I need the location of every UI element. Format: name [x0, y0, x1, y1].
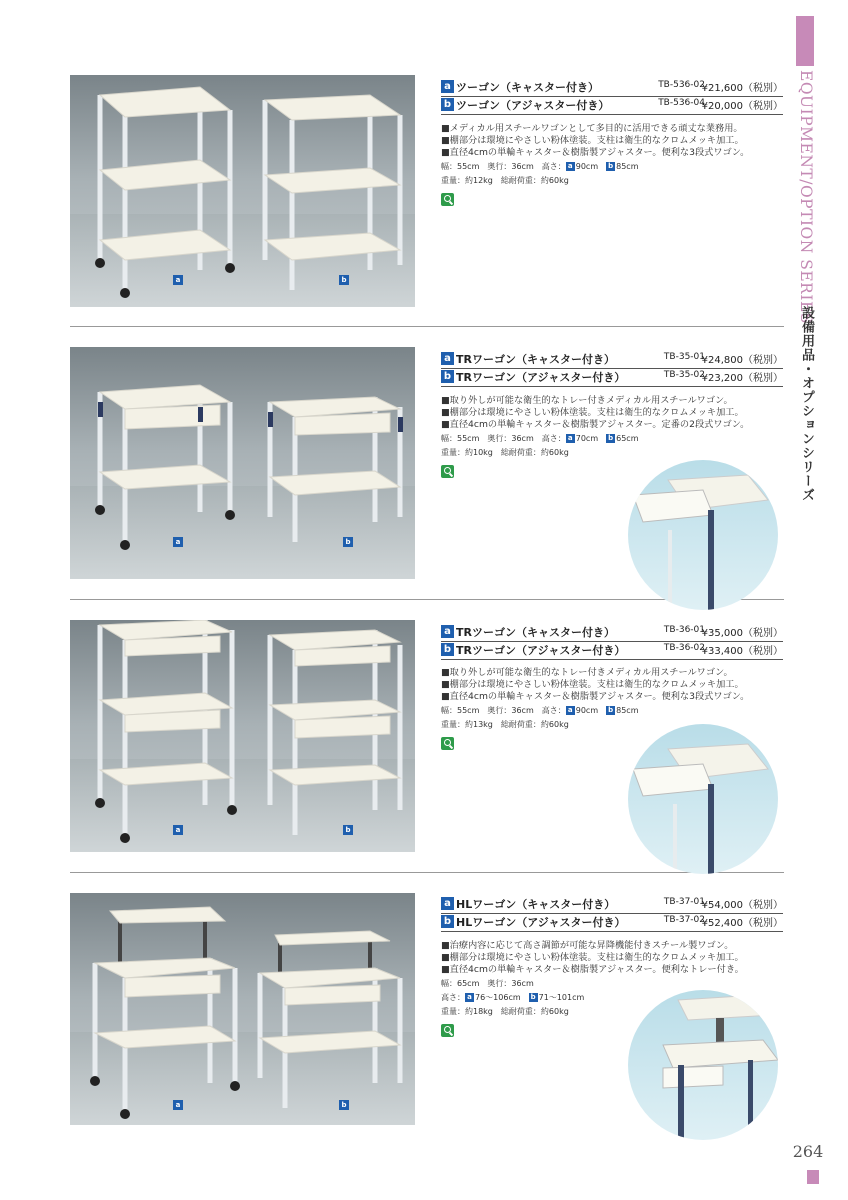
desc-line: ■棚部分は環境にやさしい粉体塗装。支柱は衛生的なクロムメッキ加工。 [441, 679, 744, 690]
product-code: TB-37-02 [663, 915, 705, 925]
spec-weight: 重量：約13kg 総耐荷重：約60kg [441, 720, 569, 729]
product-title-row [441, 624, 783, 642]
product-title-row [441, 642, 783, 660]
product-title-row [441, 97, 783, 115]
spec-dims: 幅：65cm 奥行：36cm [441, 979, 534, 988]
photo-label-a: a [173, 825, 183, 835]
variant-badge: b [441, 643, 454, 656]
variant-badge: b [441, 915, 454, 928]
product-price: ¥54,000（税別） [701, 900, 783, 911]
photo-label-a: a [173, 1100, 183, 1110]
product-title-row [441, 369, 783, 387]
product-name: ツーゴン（キャスター付き） [456, 81, 599, 94]
wagon-illustration [70, 347, 415, 579]
product-title-row [441, 914, 783, 932]
desc-line: ■直径4cmの単輪キャスター＆樹脂製アジャスター。便利なトレー付き。 [441, 964, 744, 975]
wagon-illustration [70, 75, 415, 307]
product-code: TB-37-01 [663, 897, 705, 907]
desc-line: ■棚部分は環境にやさしい粉体塗装。支柱は衛生的なクロムメッキ加工。 [441, 135, 744, 146]
product-title-row [441, 351, 783, 369]
photo-label-a: a [173, 275, 183, 285]
spec-badge-b: b [608, 162, 614, 170]
product-code: TB-35-02 [663, 370, 705, 380]
zoom-icon[interactable] [441, 737, 454, 750]
spec-dims: 幅：55cm 奥行：36cm 高さ： [441, 434, 566, 443]
product-code: TB-35-01 [663, 352, 705, 362]
detail-photo-tray [628, 724, 778, 874]
photo-label-b: b [339, 1100, 349, 1110]
spec-weight: 重量：約10kg 総耐荷重：約60kg [441, 448, 569, 457]
spec-badge-a: a [465, 993, 474, 1002]
side-accent-bar [796, 16, 814, 66]
product-price: ¥23,200（税別） [701, 373, 783, 384]
product-name: TRツーゴン（アジャスター付き） [456, 644, 626, 657]
product-name: HLワーゴン（キャスター付き） [456, 898, 616, 911]
product-photo [70, 75, 415, 307]
zoom-icon[interactable] [441, 465, 454, 478]
product-price: ¥33,400（税別） [701, 646, 783, 657]
product-price: ¥52,400（税別） [701, 918, 783, 929]
spec-badge-a: a [566, 162, 575, 171]
product-code: TB-536-04 [658, 98, 705, 108]
product-price: ¥35,000（税別） [701, 628, 783, 639]
desc-line: ■直径4cmの単輪キャスター＆樹脂製アジャスター。便利な3段式ワゴン。 [441, 691, 750, 702]
desc-line: ■棚部分は環境にやさしい粉体塗装。支柱は衛生的なクロムメッキ加工。 [441, 952, 744, 963]
page-accent-box [807, 1170, 819, 1184]
photo-label-a: a [173, 537, 183, 547]
product-spec [441, 160, 639, 188]
spec-badge-b: b [530, 993, 536, 1001]
spec-badge-a: a [566, 706, 575, 715]
product-name: TRワーゴン（キャスター付き） [456, 353, 615, 366]
product-code: TB-36-02 [663, 643, 705, 653]
page-number: 264 [792, 1142, 824, 1161]
desc-line: ■取り外しが可能な衛生的なトレー付きメディカル用スチールワゴン。 [441, 395, 733, 406]
product-spec [441, 432, 639, 460]
zoom-icon[interactable] [441, 193, 454, 206]
product-description [441, 395, 781, 431]
product-price: ¥24,800（税別） [701, 355, 783, 366]
product-price: ¥21,600（税別） [701, 83, 783, 94]
desc-line: ■治療内容に応じて高さ調節が可能な昇降機能付きスチール製ワゴン。 [441, 940, 734, 951]
lift-detail-illustration [628, 990, 778, 1140]
spec-height-b: 85cm [616, 162, 639, 171]
detail-photo-tray [628, 460, 778, 610]
product-photo [70, 620, 415, 852]
series-title-en: EQUIPMENT/OPTION SERIES [797, 70, 815, 324]
tray-detail-illustration [628, 460, 778, 610]
product-title-row [441, 896, 783, 914]
desc-line: ■取り外しが可能な衛生的なトレー付きメディカル用スチールワゴン。 [441, 667, 733, 678]
desc-line: ■メディカル用スチールワゴンとして多目的に活用できる頑丈な業務用。 [441, 123, 743, 134]
section-divider [70, 872, 784, 873]
wagon-illustration [70, 620, 415, 852]
detail-photo-lift [628, 990, 778, 1140]
series-title-jp: 設備用品・オプションシリーズ [799, 306, 814, 502]
product-title-row [441, 79, 783, 97]
spec-height-a: 76〜106cm [475, 993, 521, 1002]
section-divider [70, 326, 784, 327]
product-name: TRツーゴン（キャスター付き） [456, 626, 615, 639]
photo-label-b: b [343, 825, 353, 835]
spec-height-a: 90cm [575, 162, 599, 171]
spec-badge-b: b [608, 434, 614, 442]
wagon-illustration [70, 893, 415, 1125]
product-name: TRワーゴン（アジャスター付き） [456, 371, 626, 384]
product-description [441, 667, 781, 703]
spec-badge-b: b [608, 706, 614, 714]
spec-badge-a: a [566, 434, 575, 443]
photo-label-b: b [339, 275, 349, 285]
product-photo [70, 893, 415, 1125]
variant-badge: a [441, 897, 454, 910]
product-spec [441, 704, 639, 732]
product-description [441, 940, 781, 976]
spec-weight: 重量：約18kg 総耐荷重：約60kg [441, 1007, 569, 1016]
variant-badge: b [441, 98, 454, 111]
photo-label-b: b [343, 537, 353, 547]
product-name: HLワーゴン（アジャスター付き） [456, 916, 626, 929]
spec-dims: 幅：55cm 奥行：36cm 高さ： [441, 706, 566, 715]
product-code: TB-36-01 [663, 625, 705, 635]
desc-line: ■棚部分は環境にやさしい粉体塗装。支柱は衛生的なクロムメッキ加工。 [441, 407, 744, 418]
desc-line: ■直径4cmの単輪キャスター＆樹脂製アジャスター。便利な3段式ワゴン。 [441, 147, 750, 158]
variant-badge: b [441, 370, 454, 383]
product-photo [70, 347, 415, 579]
product-spec [441, 977, 584, 1019]
variant-badge: a [441, 625, 454, 638]
variant-badge: a [441, 352, 454, 365]
spec-height-b: 85cm [616, 706, 639, 715]
product-price: ¥20,000（税別） [701, 101, 783, 112]
spec-height-b: 71〜101cm [538, 993, 585, 1002]
spec-height-a: 90cm [575, 706, 599, 715]
spec-height-a: 70cm [575, 434, 599, 443]
variant-badge: a [441, 80, 454, 93]
tray-detail-illustration [628, 724, 778, 874]
desc-line: ■直径4cmの単輪キャスター＆樹脂製アジャスター。定番の2段式ワゴン。 [441, 419, 750, 430]
product-name: ツーゴン（アジャスター付き） [456, 99, 610, 112]
zoom-icon[interactable] [441, 1024, 454, 1037]
product-code: TB-536-02 [658, 80, 705, 90]
spec-height-b: 65cm [616, 434, 639, 443]
spec-weight: 重量：約12kg 総耐荷重：約60kg [441, 176, 569, 185]
spec-dims: 幅：55cm 奥行：36cm 高さ： [441, 162, 566, 171]
product-description [441, 123, 781, 159]
spec-height-label: 高さ： [441, 993, 465, 1002]
